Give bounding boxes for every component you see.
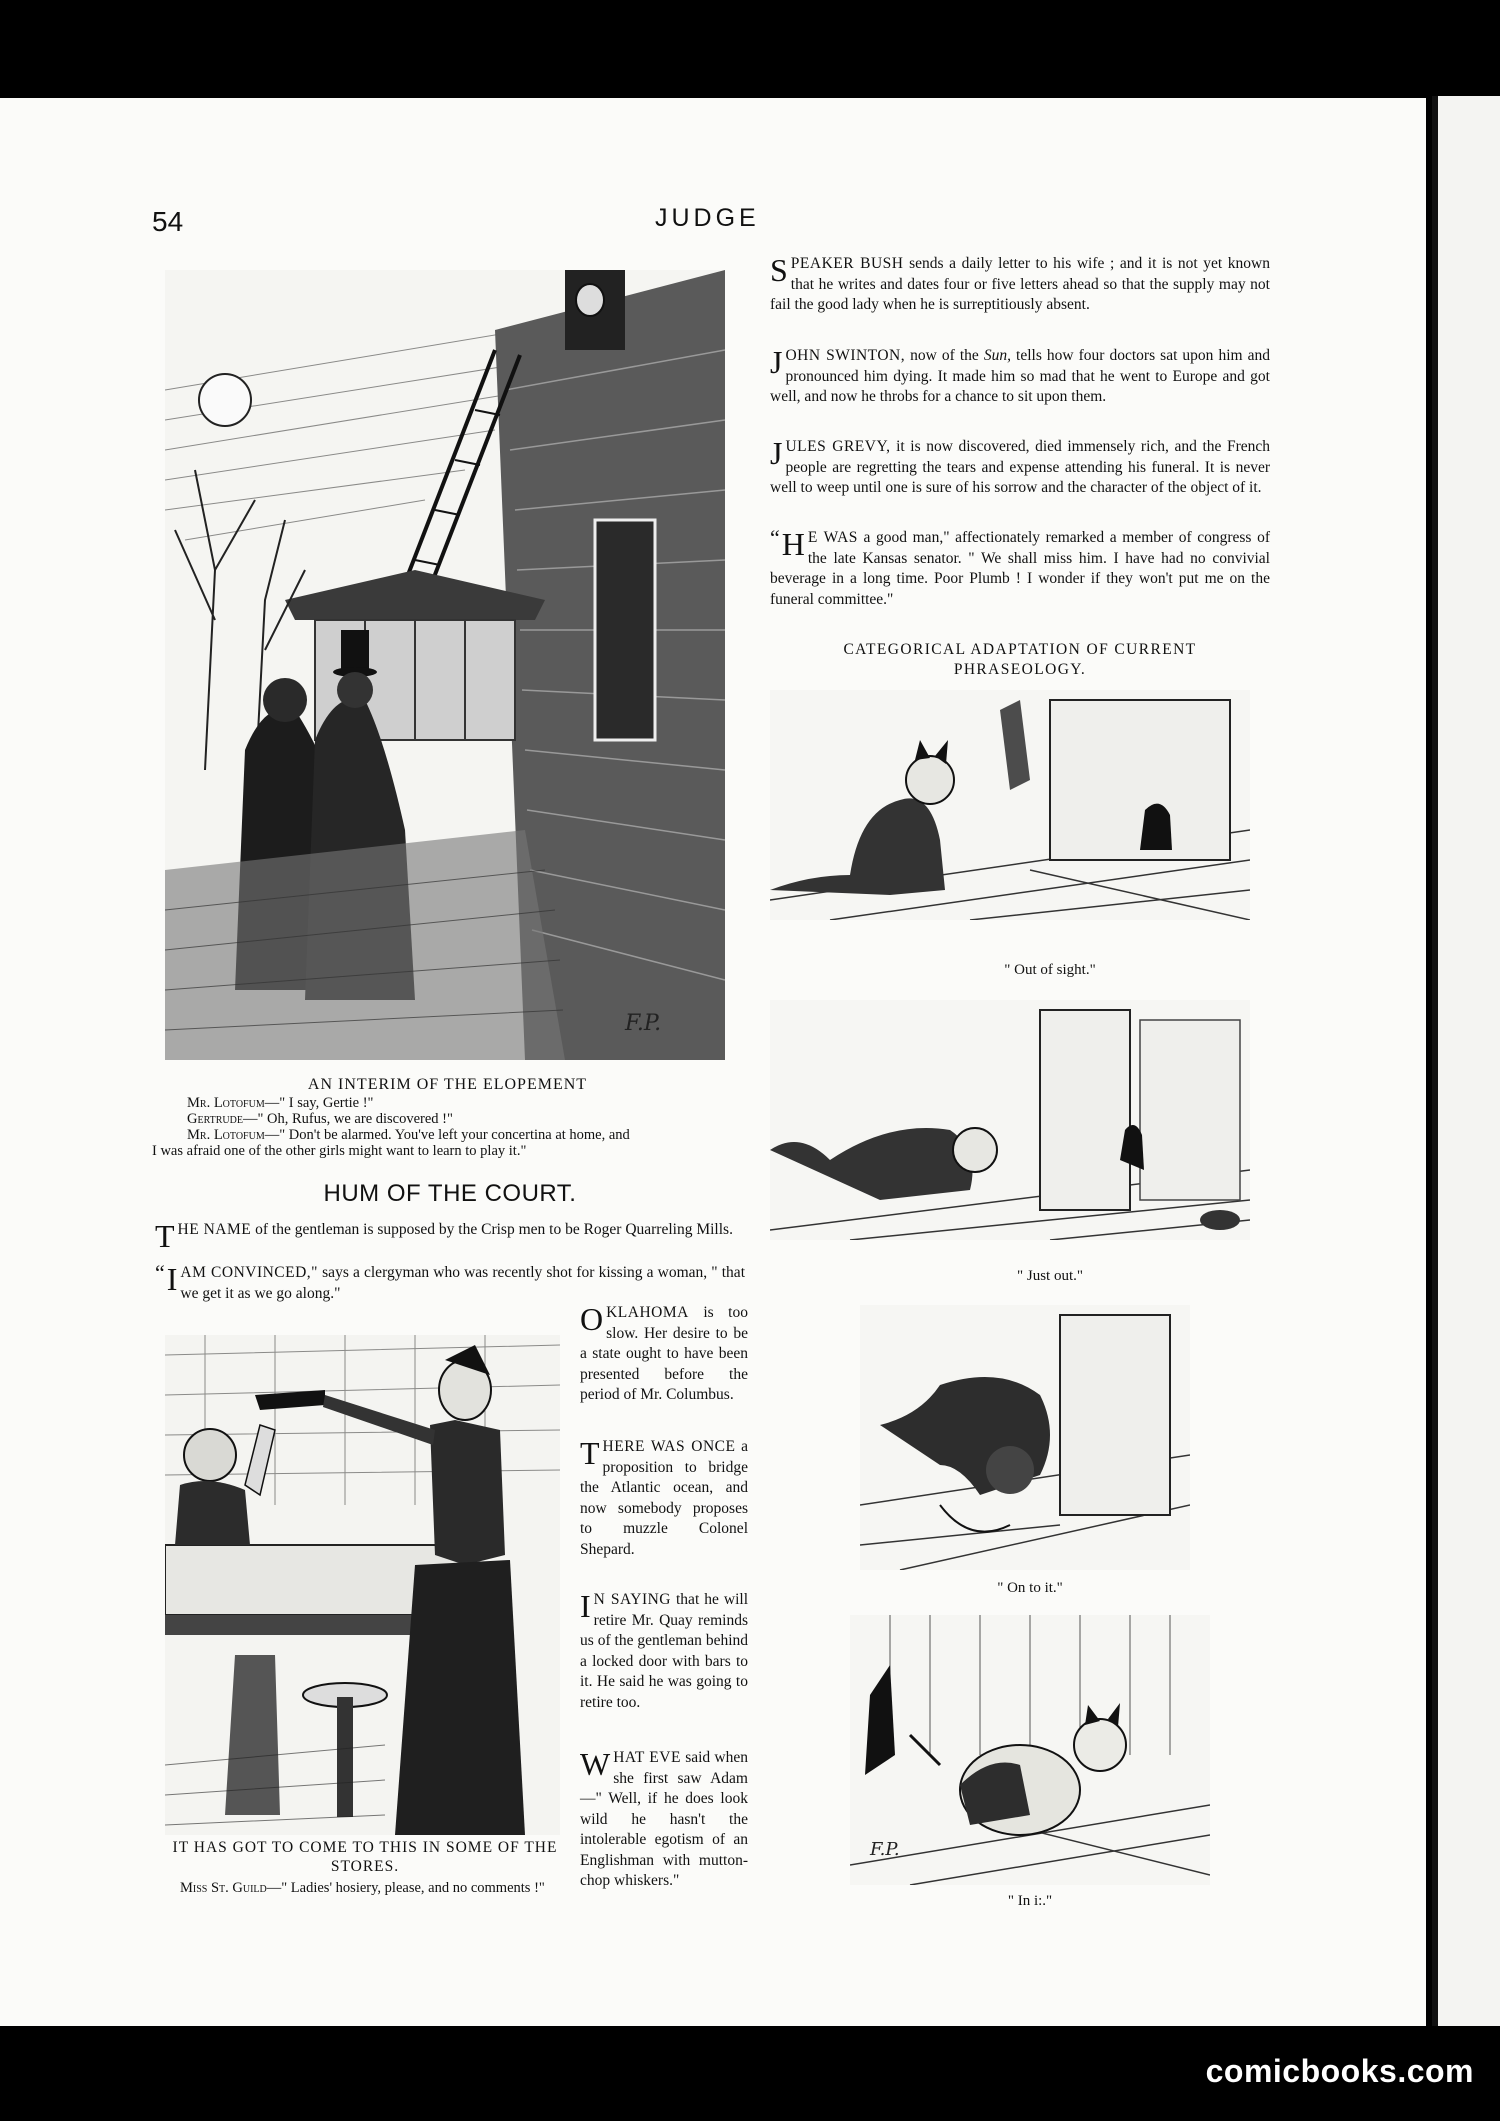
cat-panel-2 bbox=[770, 1000, 1250, 1240]
watermark: comicbooks.com bbox=[1205, 2053, 1474, 2089]
elopement-illustration bbox=[165, 270, 725, 1060]
cat-caption: " Out of sight." bbox=[1004, 962, 1096, 978]
drop-cap: S bbox=[770, 252, 788, 288]
hum-paragraph: I N SAYING that he will retire Mr. Quay reminds us of the gentleman behind a locked door with bars to it. He said he was going to retire too. bbox=[580, 1588, 748, 1711]
dialog-speaker: Miss St. Guild bbox=[180, 1880, 267, 1896]
elopement-dialog bbox=[152, 1095, 747, 1159]
drop-cap: O bbox=[580, 1301, 604, 1337]
stores-dialog bbox=[180, 1880, 565, 1896]
cat-full-belly-icon bbox=[850, 1615, 1210, 1885]
categorical-title: CATEGORICAL ADAPTATION OF CURRENT PHRASEOLOGY. bbox=[843, 641, 1197, 678]
cat-pounces-mouse-icon bbox=[860, 1305, 1190, 1570]
drop-cap: H bbox=[781, 526, 805, 562]
cat-panel-4 bbox=[850, 1615, 1210, 1885]
dialog-speaker: Mr. Lotofum bbox=[187, 1127, 265, 1143]
drop-cap: T bbox=[580, 1435, 600, 1471]
hum-paragraph: OKLAHOMA is too slow. Her desire to be a state ought to have been presented before the period of Mr. Columbus. bbox=[580, 1301, 748, 1403]
svg-text:F.P.: F.P. bbox=[870, 1839, 900, 1860]
cat-caption: " In i:." bbox=[1007, 1893, 1053, 1909]
drop-cap: T bbox=[155, 1218, 175, 1254]
dialog-text: —" Don't be alarmed. You've left your concertina at home, and bbox=[264, 1127, 630, 1143]
dialog-speaker: Gertrude bbox=[187, 1111, 243, 1127]
dialog-line bbox=[152, 1095, 747, 1111]
elopement-title: AN INTERIM OF THE ELOPEMENT bbox=[307, 1076, 588, 1093]
stores-illustration bbox=[165, 1335, 560, 1835]
drop-cap: J bbox=[770, 435, 783, 471]
hum-paragraph: WHAT EVE said when she first saw Adam —" Well, if he does look wild he hasn't the intolerable egotism of an Englishman with mutton-chop whiskers." bbox=[580, 1746, 748, 1889]
right-paragraph: SPEAKER BUSH sends a daily letter to his wife ; and it is not yet known that he writes and dates four or five letters ahead so that the supply may not fail the good lady when he is surreptitiously absent. bbox=[770, 252, 1270, 313]
drop-cap: J bbox=[770, 344, 783, 380]
right-paragraph: “ H E WAS a good man," affectionately remarked a member of congress of the late Kansas senator. " We shall miss him. I have had no convivial beverage in a long time. Poor Plumb ! I wonder if they won't put me on the funeral committee." bbox=[770, 525, 1270, 608]
drop-cap: I bbox=[580, 1588, 591, 1624]
hum-paragraph: “ I AM CONVINCED," says a clergyman who was recently shot for kissing a woman, " that we get it as we go along." bbox=[155, 1260, 745, 1302]
scan-top-border bbox=[0, 0, 1500, 98]
dialog-text: —" Ladies' hosiery, please, and no comments !" bbox=[266, 1880, 545, 1896]
cat-caption: " Just out." bbox=[1016, 1268, 1083, 1284]
cat-caption: " On to it." bbox=[997, 1580, 1063, 1596]
hum-paragraph: THE NAME of the gentleman is supposed by the Crisp men to be Roger Quarreling Mills. bbox=[155, 1218, 733, 1254]
cat-panel-3 bbox=[860, 1305, 1190, 1570]
dialog-speaker: Mr. Lotofum bbox=[187, 1095, 265, 1111]
cat-panel-1 bbox=[770, 690, 1250, 920]
hum-paragraph: THERE WAS ONCE a proposition to bridge the Atlantic ocean, and now somebody proposes to muzzle Colonel Shepard. bbox=[580, 1435, 748, 1558]
next-page-edge bbox=[1432, 96, 1500, 2026]
cat-mouse-emerges-icon bbox=[770, 1000, 1250, 1240]
right-paragraph: JOHN SWINTON, now of the Sun, tells how four doctors sat upon him and pronounced him dying. It made him so mad that he went to Europe and got well, and now he throbs for a chance to sit upon them. bbox=[770, 344, 1270, 405]
dialog-continuation: I was afraid one of the other girls might want to learn to play it." bbox=[152, 1143, 527, 1159]
dialog-line bbox=[152, 1127, 747, 1143]
dialog-text: —" Oh, Rufus, we are discovered !" bbox=[242, 1111, 453, 1127]
section-heading: HUM OF THE COURT. bbox=[323, 1180, 577, 1207]
dialog-line bbox=[152, 1111, 747, 1127]
page-number: 54 bbox=[152, 206, 184, 237]
drop-cap: I bbox=[166, 1261, 178, 1297]
right-paragraph: JULES GREVY, it is now discovered, died immensely rich, and the French people are regretting the tears and expense attending his funeral. It is never well to weep until one is sure of his sorrow and the character of the object of it. bbox=[770, 435, 1270, 496]
svg-text:F.P.: F.P. bbox=[625, 1011, 662, 1036]
dialog-text: —" I say, Gertie !" bbox=[264, 1095, 374, 1111]
masthead: JUDGE bbox=[655, 204, 760, 232]
stores-title: IT HAS GOT TO COME TO THIS IN SOME OF THE STORES. bbox=[172, 1839, 558, 1875]
drop-cap: W bbox=[580, 1746, 611, 1782]
cat-watching-mousehole-icon bbox=[770, 690, 1250, 920]
